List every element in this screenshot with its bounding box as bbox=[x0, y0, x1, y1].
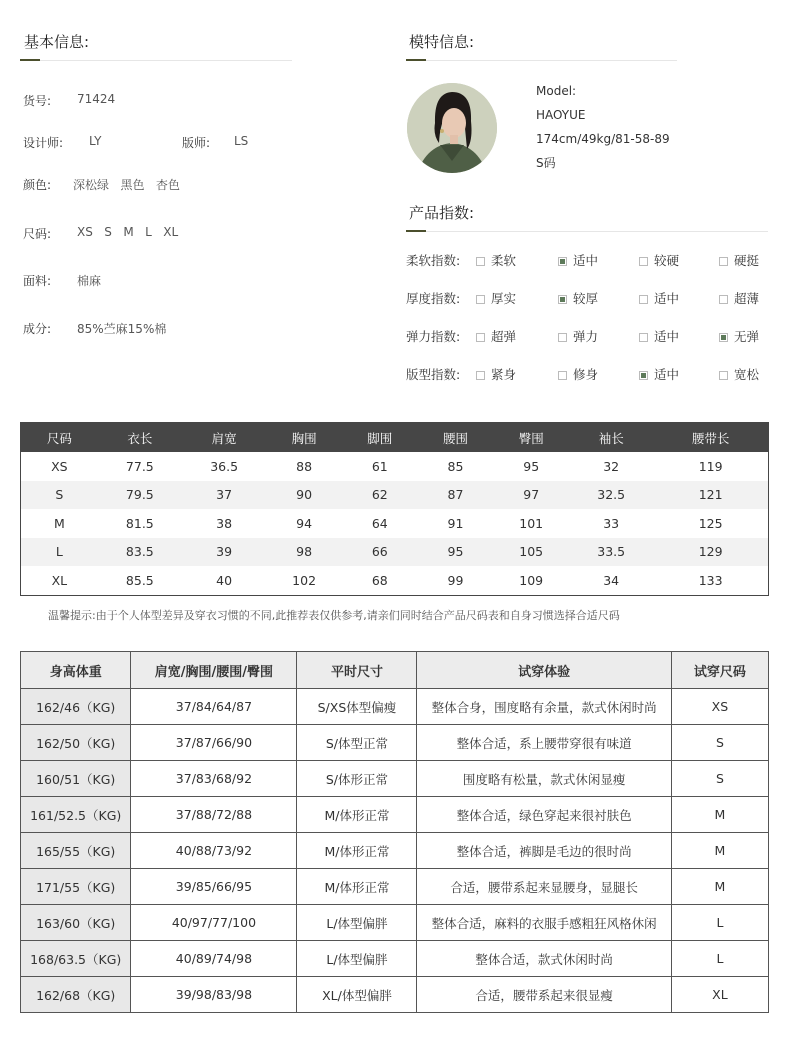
size-table-cell: 37 bbox=[182, 481, 266, 510]
index-row-label: 弹力指数: bbox=[406, 329, 461, 344]
composition-label: 成分: bbox=[23, 322, 52, 336]
index-option bbox=[719, 365, 759, 383]
fit-table-cell: XL/体型偏胖 bbox=[297, 977, 417, 1013]
checkbox-icon bbox=[558, 333, 567, 342]
fit-table-row bbox=[21, 833, 769, 869]
checkbox-icon bbox=[639, 295, 648, 304]
size-table-cell: 105 bbox=[493, 538, 569, 567]
size-label: 尺码: bbox=[23, 227, 52, 241]
fit-table-cell: 合适，腰带系起来显腰身，显腿长 bbox=[417, 869, 671, 905]
fit-table-cell: L bbox=[671, 905, 768, 941]
index-option-label: 较厚 bbox=[573, 291, 599, 306]
index-option bbox=[558, 327, 598, 345]
size-table-cell: 66 bbox=[342, 538, 418, 567]
model-info-accent bbox=[406, 59, 426, 61]
product-index-accent bbox=[406, 230, 426, 232]
fit-table-row bbox=[21, 977, 769, 1013]
checked-box-icon bbox=[639, 371, 648, 380]
index-option-label: 超弹 bbox=[491, 329, 517, 344]
fit-table-cell: 39/98/83/98 bbox=[131, 977, 297, 1013]
fit-table-cell: 40/89/74/98 bbox=[131, 941, 297, 977]
fit-table-cell: M bbox=[671, 797, 768, 833]
size-table-cell: 68 bbox=[371, 572, 388, 588]
fit-table-cell: 162/50（KG) bbox=[21, 725, 131, 761]
designer-label: 设计师: bbox=[23, 136, 64, 150]
fit-table-row bbox=[21, 941, 769, 977]
size-table-header: 袖长 bbox=[569, 423, 653, 453]
size-table-cell: XS bbox=[51, 458, 68, 474]
fit-table-cell: 37/84/64/87 bbox=[131, 689, 297, 725]
size-table-cell: 33.5 bbox=[569, 538, 653, 567]
fit-table-header: 试穿尺码 bbox=[671, 652, 768, 689]
index-option-label: 厚实 bbox=[491, 291, 517, 306]
model-size: S码 bbox=[536, 156, 556, 170]
fit-table-cell: 171/55（KG) bbox=[21, 869, 131, 905]
size-table-cell: 90 bbox=[266, 481, 342, 510]
size-table-header: 衣长 bbox=[98, 423, 182, 453]
size-table-cell: 33 bbox=[603, 515, 620, 531]
fit-table-cell: M/体形正常 bbox=[297, 797, 417, 833]
checkbox-icon bbox=[476, 257, 485, 266]
size-table-row bbox=[21, 566, 769, 595]
index-row-label: 版型指数: bbox=[406, 367, 461, 382]
fit-table-cell: M bbox=[671, 833, 768, 869]
index-option bbox=[719, 289, 759, 307]
fit-table-cell: 40/97/77/100 bbox=[131, 905, 297, 941]
index-row-label: 柔软指数: bbox=[406, 253, 461, 268]
size-table-cell: XL bbox=[51, 572, 68, 588]
fit-table-cell: 37/88/72/88 bbox=[131, 797, 297, 833]
fit-table-cell: 37/87/66/90 bbox=[131, 725, 297, 761]
fit-table-cell: S/体型正常 bbox=[297, 725, 417, 761]
checkbox-icon bbox=[639, 257, 648, 266]
fit-table-row bbox=[21, 761, 769, 797]
model-info-title: 模特信息: bbox=[409, 33, 475, 51]
fit-table-cell: 整体合适，款式休闲时尚 bbox=[417, 941, 671, 977]
color-label: 颜色: bbox=[23, 178, 52, 192]
basic-info-accent bbox=[20, 59, 40, 61]
index-row bbox=[406, 365, 776, 385]
fit-table-cell: 168/63.5（KG) bbox=[21, 941, 131, 977]
product-index-title: 产品指数: bbox=[409, 204, 475, 222]
fit-table-cell: XL bbox=[671, 977, 768, 1013]
checkbox-icon bbox=[719, 295, 728, 304]
size-table-cell: 81.5 bbox=[125, 515, 154, 531]
checkbox-icon bbox=[476, 295, 485, 304]
index-option bbox=[558, 251, 598, 269]
size-table-cell: 77.5 bbox=[125, 458, 154, 474]
size-table-cell: 87 bbox=[418, 481, 494, 510]
size-table-cell: 102 bbox=[292, 572, 317, 588]
fit-table-cell: 40/88/73/92 bbox=[131, 833, 297, 869]
size-table-cell: 85 bbox=[447, 458, 464, 474]
size-table-cell: 88 bbox=[296, 458, 313, 474]
composition-value: 85%苎麻15%棉 bbox=[77, 322, 167, 336]
index-option-label: 硬挺 bbox=[734, 253, 760, 268]
checkbox-icon bbox=[476, 333, 485, 342]
fit-table-header: 平时尺寸 bbox=[297, 652, 417, 689]
index-row bbox=[406, 289, 776, 309]
size-table-header: 脚围 bbox=[342, 423, 418, 453]
size-table-cell: 61 bbox=[371, 458, 388, 474]
model-info-divider bbox=[406, 60, 677, 61]
size-table-header: 臀围 bbox=[493, 423, 569, 453]
fit-table-cell: L/体型偏胖 bbox=[297, 905, 417, 941]
fit-table-cell: M/体形正常 bbox=[297, 833, 417, 869]
checked-box-icon bbox=[558, 295, 567, 304]
index-row bbox=[406, 327, 776, 347]
fit-table-cell: L/体型偏胖 bbox=[297, 941, 417, 977]
fit-table-header: 身高体重 bbox=[21, 652, 131, 689]
size-table-header: 腰围 bbox=[418, 423, 494, 453]
fit-table-cell: S/体形正常 bbox=[297, 761, 417, 797]
index-option bbox=[476, 327, 516, 345]
size-table-cell: M bbox=[53, 515, 65, 531]
fit-table-cell: M bbox=[671, 869, 768, 905]
size-table-header: 胸围 bbox=[266, 423, 342, 453]
index-option bbox=[639, 289, 679, 307]
size-table-header: 肩宽 bbox=[182, 423, 266, 453]
size-table-cell: 97 bbox=[493, 481, 569, 510]
pattern-maker-label: 版师: bbox=[182, 136, 211, 150]
fit-table-cell: M/体形正常 bbox=[297, 869, 417, 905]
size-table-cell: 94 bbox=[296, 515, 313, 531]
fit-table-cell: 整体合适，绿色穿起来很衬肤色 bbox=[417, 797, 671, 833]
size-table-cell: 91 bbox=[447, 515, 464, 531]
index-option bbox=[639, 327, 679, 345]
fit-table-cell: 围度略有松量，款式休闲显瘦 bbox=[417, 761, 671, 797]
index-option bbox=[639, 251, 679, 269]
size-tip-text: 温馨提示:由于个人体型差异及穿衣习惯的不同,此推荐表仅供参考,请亲们同时结合产品尺码表和自身习惯选择合适尺码 bbox=[48, 609, 620, 622]
fit-table-cell: 37/83/68/92 bbox=[131, 761, 297, 797]
size-table-cell: 85.5 bbox=[125, 572, 154, 588]
index-row bbox=[406, 251, 776, 271]
product-index-divider bbox=[406, 231, 768, 232]
size-table-row bbox=[21, 509, 769, 538]
fit-table-cell: 165/55（KG) bbox=[21, 833, 131, 869]
fabric-value: 棉麻 bbox=[77, 274, 102, 288]
size-value: XS S M L XL bbox=[77, 225, 179, 239]
fit-table-cell: 整体合身，围度略有余量，款式休闲时尚 bbox=[417, 689, 671, 725]
size-table-row bbox=[21, 538, 769, 567]
item-no-value: 71424 bbox=[77, 92, 116, 106]
index-option bbox=[558, 365, 598, 383]
size-table-cell: 62 bbox=[342, 481, 418, 510]
size-table-cell: 64 bbox=[371, 515, 388, 531]
fit-table-header: 肩宽/胸围/腰围/臀围 bbox=[131, 652, 297, 689]
size-table-cell: 38 bbox=[216, 515, 233, 531]
model-label: Model: bbox=[536, 84, 577, 98]
size-table-cell: 109 bbox=[519, 572, 544, 588]
fit-table-cell: XS bbox=[671, 689, 768, 725]
fit-table-cell: L bbox=[671, 941, 768, 977]
fit-table-cell: S bbox=[671, 725, 768, 761]
fit-table-row bbox=[21, 869, 769, 905]
size-table-cell: 101 bbox=[519, 515, 544, 531]
model-avatar bbox=[407, 83, 497, 173]
size-table-cell: 99 bbox=[447, 572, 464, 588]
fit-table-header: 试穿体验 bbox=[417, 652, 671, 689]
size-table-row bbox=[21, 481, 769, 510]
size-table-cell: 95 bbox=[523, 458, 540, 474]
fit-table-row bbox=[21, 725, 769, 761]
size-table-cell: 125 bbox=[698, 515, 723, 531]
checked-box-icon bbox=[558, 257, 567, 266]
fit-table-cell: 162/46（KG) bbox=[21, 689, 131, 725]
fit-table-cell: 160/51（KG) bbox=[21, 761, 131, 797]
size-table-cell: L bbox=[21, 538, 98, 567]
index-option-label: 弹力 bbox=[573, 329, 599, 344]
fit-table-cell: 整体合适，裤脚是毛边的很时尚 bbox=[417, 833, 671, 869]
fit-table-cell: 整体合适，麻料的衣服手感粗狂风格休闲 bbox=[417, 905, 671, 941]
size-table-cell: 133 bbox=[698, 572, 723, 588]
checkbox-icon bbox=[719, 371, 728, 380]
size-table-header: 尺码 bbox=[21, 423, 98, 453]
index-option-label: 无弹 bbox=[734, 329, 760, 344]
size-table-cell: 95 bbox=[418, 538, 494, 567]
designer-value: LY bbox=[89, 134, 102, 148]
index-option bbox=[476, 365, 516, 383]
index-option bbox=[476, 289, 516, 307]
fit-table-row bbox=[21, 689, 769, 725]
size-table-cell: 119 bbox=[698, 458, 723, 474]
size-table-cell: 98 bbox=[266, 538, 342, 567]
size-table-cell: 39 bbox=[182, 538, 266, 567]
basic-info-title: 基本信息: bbox=[24, 33, 90, 51]
item-no-label: 货号: bbox=[23, 94, 52, 108]
index-option bbox=[719, 327, 759, 345]
size-table-cell: 129 bbox=[653, 538, 768, 567]
size-table bbox=[20, 422, 769, 596]
size-table-cell: 121 bbox=[653, 481, 768, 510]
basic-info-divider bbox=[20, 60, 292, 61]
fit-table-cell: 39/85/66/95 bbox=[131, 869, 297, 905]
index-option-label: 适中 bbox=[654, 367, 680, 382]
checked-box-icon bbox=[719, 333, 728, 342]
size-table-cell: S bbox=[21, 481, 98, 510]
fit-table bbox=[20, 651, 769, 1013]
pattern-maker-value: LS bbox=[234, 134, 249, 148]
model-name: HAOYUE bbox=[536, 108, 586, 122]
index-option-label: 紧身 bbox=[491, 367, 517, 382]
fit-table-cell: S/XS体型偏瘦 bbox=[297, 689, 417, 725]
checkbox-icon bbox=[558, 371, 567, 380]
checkbox-icon bbox=[639, 333, 648, 342]
fit-table-cell: 163/60（KG) bbox=[21, 905, 131, 941]
index-option-label: 柔软 bbox=[491, 253, 517, 268]
fit-table-cell: 合适，腰带系起来很显瘦 bbox=[417, 977, 671, 1013]
index-option-label: 超薄 bbox=[734, 291, 760, 306]
size-table-cell: 79.5 bbox=[98, 481, 182, 510]
index-row-label: 厚度指数: bbox=[406, 291, 461, 306]
fit-table-cell: S bbox=[671, 761, 768, 797]
color-value: 深松绿 黑色 杏色 bbox=[73, 178, 180, 192]
checkbox-icon bbox=[476, 371, 485, 380]
size-table-cell: 32.5 bbox=[569, 481, 653, 510]
size-table-cell: 32 bbox=[603, 458, 620, 474]
size-table-row bbox=[21, 452, 769, 481]
fit-table-cell: 整体合适，系上腰带穿很有味道 bbox=[417, 725, 671, 761]
fit-table-cell: 161/52.5（KG) bbox=[21, 797, 131, 833]
index-option-label: 修身 bbox=[573, 367, 599, 382]
fit-table-cell: 162/68（KG) bbox=[21, 977, 131, 1013]
fabric-label: 面料: bbox=[23, 274, 52, 288]
index-option bbox=[476, 251, 516, 269]
model-measurements: 174cm/49kg/81-58-89 bbox=[536, 132, 670, 146]
fit-table-row bbox=[21, 905, 769, 941]
size-table-cell: 36.5 bbox=[210, 458, 239, 474]
index-option bbox=[719, 251, 759, 269]
index-option bbox=[639, 365, 679, 383]
index-option-label: 较硬 bbox=[654, 253, 680, 268]
size-table-cell: 83.5 bbox=[98, 538, 182, 567]
index-option-label: 适中 bbox=[654, 291, 680, 306]
fit-table-row bbox=[21, 797, 769, 833]
checkbox-icon bbox=[719, 257, 728, 266]
size-table-header: 腰带长 bbox=[653, 423, 768, 453]
index-option-label: 适中 bbox=[573, 253, 599, 268]
size-table-cell: 34 bbox=[603, 572, 620, 588]
index-option-label: 适中 bbox=[654, 329, 680, 344]
index-option-label: 宽松 bbox=[734, 367, 760, 382]
size-table-cell: 40 bbox=[216, 572, 233, 588]
index-option bbox=[558, 289, 598, 307]
